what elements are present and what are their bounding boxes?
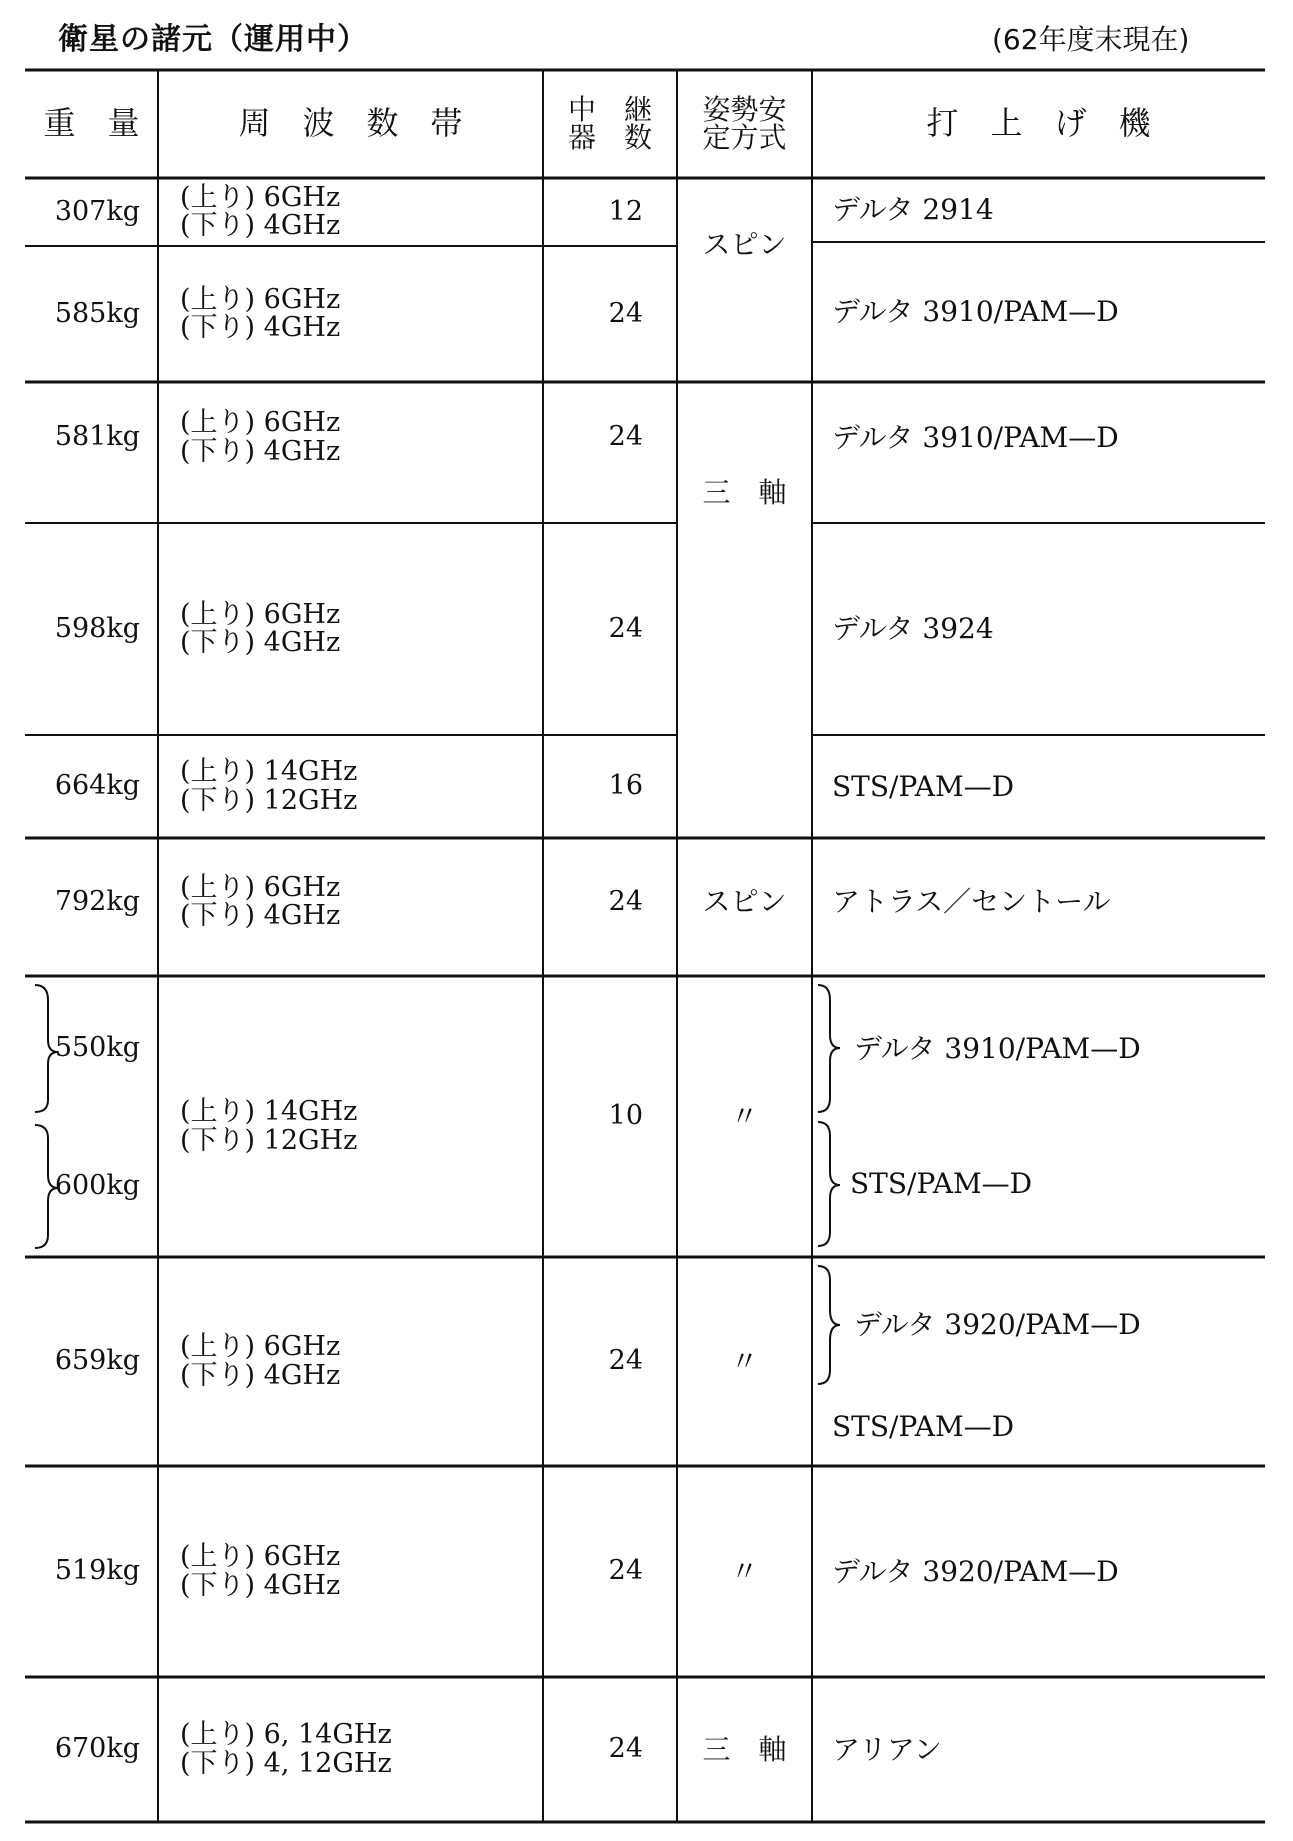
uplink: (上り) 6GHz <box>180 181 341 213</box>
downlink: (下り) 4GHz <box>180 1359 341 1391</box>
uplink: (上り) 14GHz <box>180 1096 358 1128</box>
launcher-cell: デルタ 3924 <box>832 612 994 646</box>
frequency-cell <box>158 178 543 246</box>
as-of-date: (62年度末現在) <box>992 23 1190 56</box>
transponders-cell: 24 <box>608 1555 643 1587</box>
weight-cell: 664kg <box>54 770 140 802</box>
weight-cell: 600kg <box>54 1170 140 1202</box>
launcher-cell: デルタ 3920/PAM—D <box>832 1554 1119 1588</box>
downlink: (下り) 4, 12GHz <box>180 1747 392 1779</box>
frequency-cell <box>158 1466 543 1677</box>
attitude-cell: スピン <box>702 885 787 919</box>
downlink: (下り) 4GHz <box>180 900 341 931</box>
uplink: (上り) 6GHz <box>180 598 341 630</box>
launcher-cell: STS/PAM—D <box>832 1410 1015 1444</box>
transponders-cell: 24 <box>608 612 643 644</box>
frequency-cell <box>158 382 543 523</box>
transponders-cell: 24 <box>608 885 643 917</box>
weight-cell: 307kg <box>54 195 140 227</box>
weight-cell: 550kg <box>54 1032 140 1064</box>
uplink: (上り) 6, 14GHz <box>180 1719 392 1751</box>
uplink: (上り) 6GHz <box>180 283 341 315</box>
attitude-cell: 〃 <box>730 1554 759 1588</box>
transponders-cell: 24 <box>608 1345 643 1377</box>
frequency-cell <box>158 838 543 976</box>
transponders-cell: 24 <box>608 421 643 453</box>
weight-cell: 519kg <box>54 1555 140 1587</box>
frequency-cell <box>158 246 543 382</box>
header-attitude <box>677 70 812 178</box>
launcher-cell: STS/PAM—D <box>832 769 1015 803</box>
weight-cell: 598kg <box>54 612 140 644</box>
frequency-cell <box>158 523 543 735</box>
launcher-cell: アリアン <box>832 1732 942 1766</box>
header-frequency: 周 波 数 帯 <box>238 104 463 143</box>
launcher-cell: アトラス／セントール <box>832 885 1111 919</box>
weight-cell: 659kg <box>54 1345 140 1377</box>
attitude-spin-merged: スピン <box>702 228 787 262</box>
transponders-cell: 24 <box>608 1733 643 1765</box>
uplink: (上り) 6GHz <box>180 1331 341 1363</box>
launcher-cell: デルタ 3910/PAM—D <box>832 295 1119 329</box>
downlink: (下り) 4GHz <box>180 210 341 241</box>
downlink: (下り) 12GHz <box>180 784 358 816</box>
attitude-three-axis-merged: 三 軸 <box>702 476 787 510</box>
launcher-cell: デルタ 3910/PAM—D <box>832 420 1119 454</box>
uplink: (上り) 6GHz <box>180 871 341 903</box>
attitude-cell: 〃 <box>730 1344 759 1378</box>
header-transponders <box>543 70 677 178</box>
downlink: (下り) 4GHz <box>180 435 341 467</box>
launcher-cell: デルタ 2914 <box>832 193 994 227</box>
weight-cell: 585kg <box>54 297 140 329</box>
header-weight: 重 量 <box>43 104 140 143</box>
frequency-cell <box>158 1677 543 1822</box>
frequency-cell <box>158 976 543 1257</box>
launcher-cell: デルタ 3920/PAM—D <box>854 1308 1141 1342</box>
transponders-cell: 24 <box>608 297 643 329</box>
frequency-cell <box>158 1257 543 1466</box>
table-title: 衛星の諸元（運用中） <box>58 22 368 57</box>
downlink: (下り) 4GHz <box>180 627 341 658</box>
transponders-cell: 16 <box>608 770 643 802</box>
weight-cell: 792kg <box>54 885 140 917</box>
launcher-cell: デルタ 3910/PAM—D <box>854 1031 1141 1065</box>
uplink: (上り) 6GHz <box>180 407 341 439</box>
downlink: (下り) 4GHz <box>180 1569 341 1601</box>
attitude-cell: 〃 <box>730 1099 759 1133</box>
downlink: (下り) 4GHz <box>180 312 341 343</box>
uplink: (上り) 14GHz <box>180 756 358 788</box>
transponders-cell: 10 <box>608 1100 643 1132</box>
downlink: (下り) 12GHz <box>180 1124 358 1156</box>
uplink: (上り) 6GHz <box>180 1541 341 1573</box>
frequency-cell <box>158 735 543 838</box>
header-attitude-line1: 姿勢安 <box>702 93 787 126</box>
header-launcher: 打 上 げ 機 <box>926 104 1151 143</box>
header-attitude-line2: 定方式 <box>702 121 787 154</box>
weight-cell: 670kg <box>54 1733 140 1765</box>
weight-cell: 581kg <box>54 421 140 453</box>
header-transponders-line2: 器 数 <box>567 121 652 154</box>
header-transponders-line1: 中 継 <box>567 93 652 126</box>
attitude-cell: 三 軸 <box>702 1732 787 1766</box>
transponders-cell: 12 <box>608 195 643 227</box>
launcher-cell: STS/PAM—D <box>850 1167 1033 1201</box>
